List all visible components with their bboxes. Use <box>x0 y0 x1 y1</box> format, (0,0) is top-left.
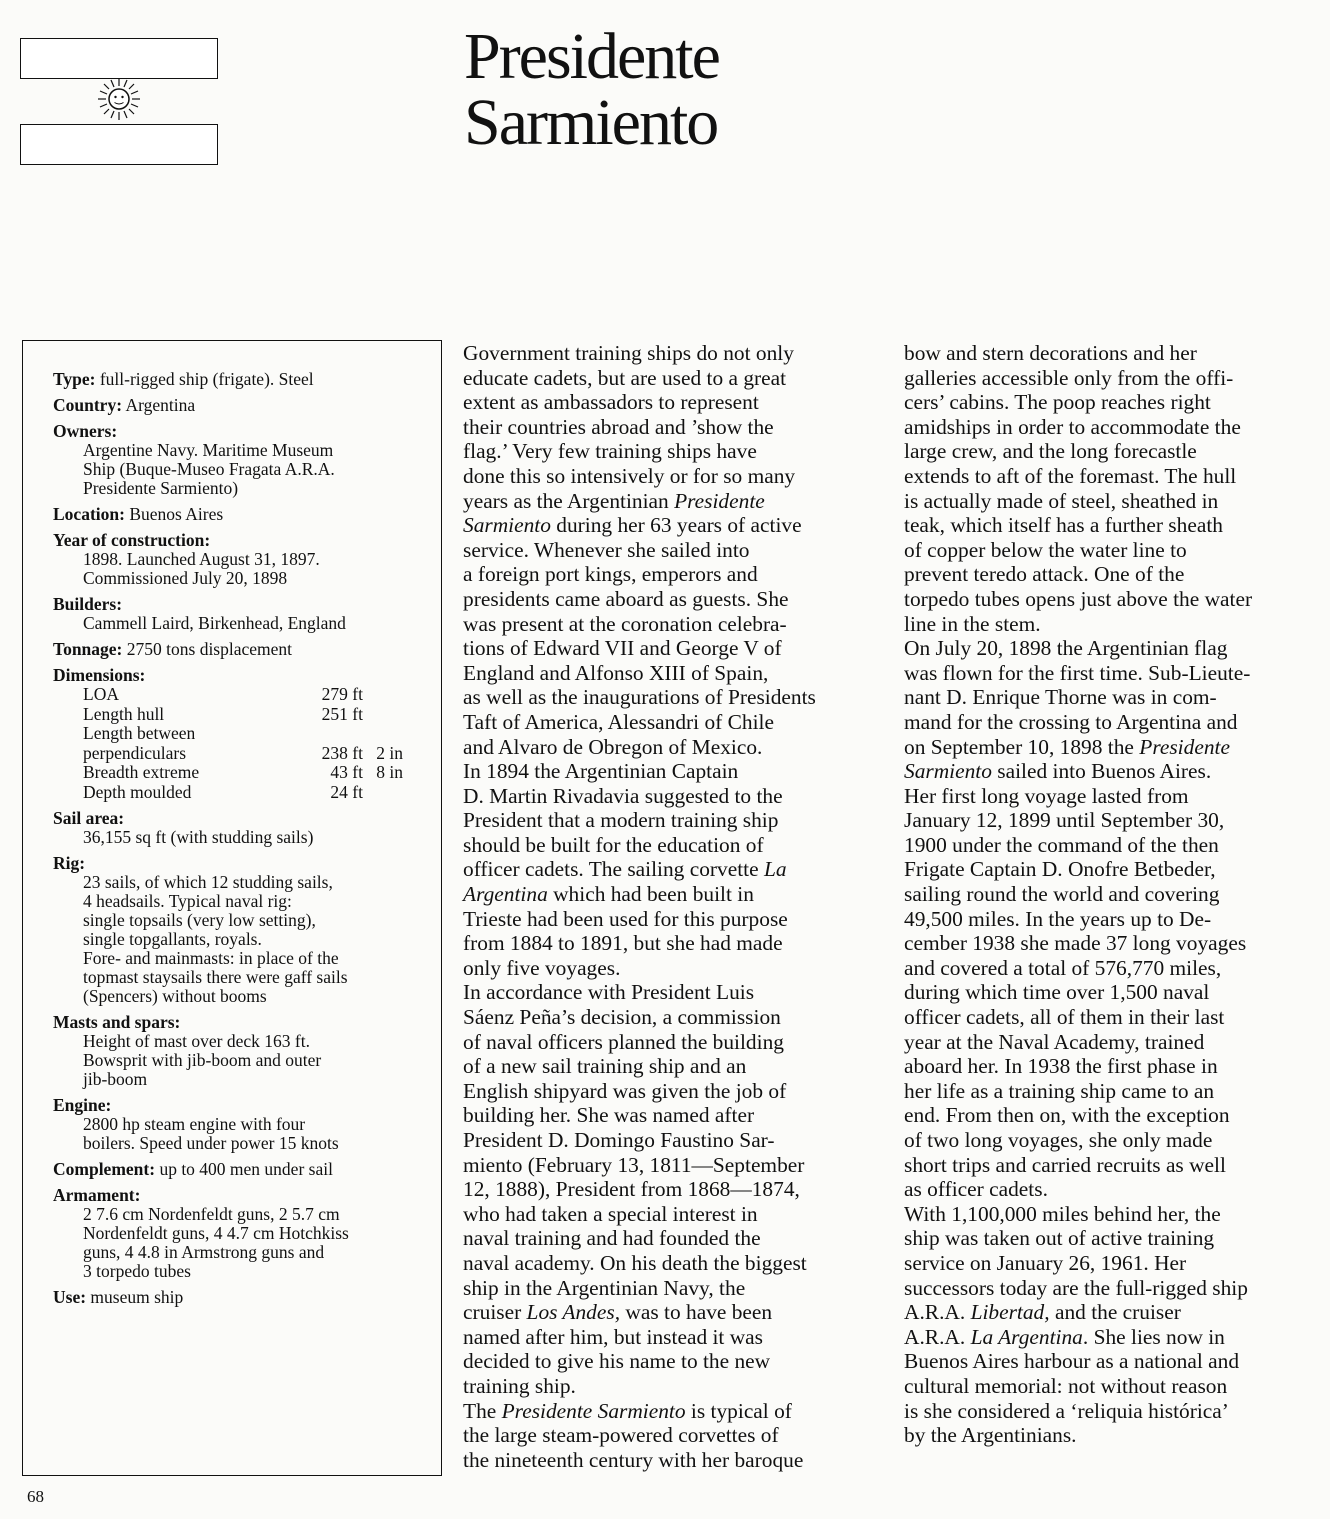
body-column-1 <box>463 341 883 1472</box>
body-line: Frigate Captain D. Onofre Betbeder, <box>904 857 1216 882</box>
spec-rig-line: 23 sails, of which 12 studding sails, <box>83 872 333 892</box>
spec-type <box>53 370 431 389</box>
spec-masts-line: Bowsprit with jib-boom and outer <box>83 1050 322 1070</box>
flag-top-band <box>20 38 218 79</box>
spec-rig-line: 4 headsails. Typical naval rig: <box>83 891 292 911</box>
body-line: their countries abroad and ’show the <box>463 414 774 439</box>
body-line: extends to aft of the foremast. The hull <box>904 463 1237 488</box>
body-line: end. From then on, with the exception <box>904 1103 1230 1128</box>
body-line: naval training and had founded the <box>463 1226 761 1251</box>
dimension-in <box>363 724 403 744</box>
body-line: was present at the coronation celebra- <box>463 611 787 636</box>
body-line: cember 1938 she made 37 long voyages <box>904 931 1247 956</box>
body-line: line in the stem. <box>904 611 1041 636</box>
spec-rig <box>53 854 431 1006</box>
spec-sail-area <box>53 809 431 847</box>
spec-engine-line: boilers. Speed under power 15 knots <box>83 1133 339 1153</box>
spec-dimensions <box>53 666 431 802</box>
spec-owners <box>53 422 431 498</box>
ship-name: Los Andes, <box>526 1300 621 1325</box>
spec-rig-label: Rig: <box>53 853 86 873</box>
page-title <box>464 20 719 159</box>
body-line: presidents came aboard as guests. She <box>463 586 789 611</box>
body-line: bow and stern decorations and her <box>904 341 1197 365</box>
dimension-name: Length hull <box>83 703 165 724</box>
body-line: the nineteenth century with her baroque <box>463 1447 804 1472</box>
body-line: and covered a total of 576,770 miles, <box>904 955 1222 980</box>
body-line: Government training ships do not only <box>463 341 794 365</box>
body-line: decided to give his name to the new <box>463 1349 771 1374</box>
spec-location-label: Location: <box>53 504 125 524</box>
spec-armament-line: 3 torpedo tubes <box>83 1261 191 1281</box>
body-line: short trips and carried recruits as well <box>904 1152 1226 1177</box>
spec-dimensions-label: Dimensions: <box>53 665 146 685</box>
dimension-name: Depth moulded <box>83 781 192 802</box>
body-line: With 1,100,000 miles behind her, the <box>904 1201 1221 1226</box>
body-line: who had taken a special interest in <box>463 1201 758 1226</box>
body-line: as well as the inaugurations of Presidents <box>463 685 816 710</box>
dimensions-row <box>83 724 403 744</box>
spec-complement-label: Complement: <box>53 1159 156 1179</box>
ship-name: Libertad, <box>970 1300 1050 1325</box>
body-line: officer cadets. The sailing corvette La <box>463 857 787 882</box>
ship-name: Presidente <box>1139 734 1230 759</box>
spec-masts <box>53 1013 431 1089</box>
body-line: the large steam-powered corvettes of <box>463 1423 779 1448</box>
body-line: In 1894 the Argentinian Captain <box>463 759 739 784</box>
body-line: done this so intensively or for so many <box>463 463 796 488</box>
spec-year-label: Year of construction: <box>53 530 211 550</box>
body-line: teak, which itself has a further sheath <box>904 513 1223 538</box>
title-line-1: Presidente <box>464 20 719 93</box>
flag-bottom-band <box>20 124 218 165</box>
body-line: extent as ambassadors to represent <box>463 390 759 415</box>
body-line: years as the Argentinian Presidente <box>463 488 765 513</box>
spec-armament-label: Armament: <box>53 1185 141 1205</box>
body-line: as officer cadets. <box>904 1177 1048 1202</box>
body-line: is actually made of steel, sheathed in <box>904 488 1219 513</box>
ship-name: Sarmiento <box>904 759 992 784</box>
body-line: educate cadets, but are used to a great <box>463 365 787 390</box>
ship-name: Presidente <box>674 488 765 513</box>
spec-masts-line: jib-boom <box>83 1069 148 1089</box>
dimension-ft: 251 ft <box>321 703 363 724</box>
spec-armament <box>53 1186 431 1281</box>
body-line: training ship. <box>463 1373 576 1398</box>
body-line: 49,500 miles. In the years up to De- <box>904 906 1212 931</box>
body-line: by the Argentinians. <box>904 1423 1077 1448</box>
spec-rig-line: topmast staysails there were gaff sails <box>83 967 348 987</box>
ship-name: Sarmiento <box>463 513 551 538</box>
spec-year-line: 1898. Launched August 31, 1897. <box>83 549 320 569</box>
body-line: Argentina which had been built in <box>463 882 754 907</box>
dimensions-row <box>83 783 403 803</box>
body-line: January 12, 1899 until September 30, <box>904 808 1225 833</box>
body-line: D. Martin Rivadavia suggested to the <box>463 783 783 808</box>
body-line: A.R.A. Libertad, and the cruiser <box>904 1300 1181 1325</box>
spec-builders-line: Cammell Laird, Birkenhead, England <box>83 613 346 633</box>
spec-type-label: Type: <box>53 369 96 389</box>
body-line: miento (February 13, 1811—September <box>463 1152 805 1177</box>
body-line: was flown for the first time. Sub-Lieute- <box>904 660 1251 685</box>
spec-owners-line: Presidente Sarmiento) <box>83 478 239 498</box>
spec-engine-line: 2800 hp steam engine with four <box>83 1114 306 1134</box>
dimension-in: 8 in <box>376 762 403 782</box>
dimension-in: 2 in <box>376 742 403 763</box>
body-line: naval academy. On his death the biggest <box>463 1250 807 1275</box>
spec-rig-line: single topsails (very low setting), <box>83 910 316 930</box>
body-line: tions of Edward VII and George V of <box>463 636 782 661</box>
body-line: year at the Naval Academy, trained <box>904 1029 1205 1054</box>
dimensions-table <box>83 685 403 802</box>
dimension-name: Breadth extreme <box>83 762 200 782</box>
body-line: of a new sail training ship and an <box>463 1054 747 1079</box>
body-line: Buenos Aires harbour as a national and <box>904 1349 1240 1374</box>
body-line: building her. She was named after <box>463 1103 755 1128</box>
spec-country <box>53 396 431 415</box>
body-line: 1900 under the command of the then <box>904 832 1219 857</box>
body-line: English shipyard was given the job of <box>463 1078 787 1103</box>
spec-masts-label: Masts and spars: <box>53 1012 181 1032</box>
ship-name: Argentina <box>463 882 548 907</box>
dimension-ft <box>313 724 363 744</box>
body-line: named after him, but instead it was <box>463 1324 763 1349</box>
body-line: during which time over 1,500 naval <box>904 980 1210 1005</box>
body-line: Sáenz Peña’s decision, a commission <box>463 1005 781 1030</box>
title-line-2: Sarmiento <box>464 86 718 159</box>
spec-armament-line: 2 7.6 cm Nordenfeldt guns, 2 5.7 cm <box>83 1204 340 1224</box>
body-line: service on January 26, 1961. Her <box>904 1250 1187 1275</box>
dimensions-row <box>83 744 403 764</box>
dimensions-row <box>83 685 403 705</box>
spec-complement-value: up to 400 men under sail <box>159 1159 333 1179</box>
body-column-2 <box>904 341 1324 1448</box>
spec-owners-line: Ship (Buque-Museo Fragata A.R.A. <box>83 459 335 479</box>
body-line: Taft of America, Alessandri of Chile <box>463 709 774 734</box>
spec-year <box>53 531 431 588</box>
spec-masts-line: Height of mast over deck 163 ft. <box>83 1031 310 1051</box>
spec-use-label: Use: <box>53 1287 87 1307</box>
spec-location <box>53 505 431 524</box>
spec-armament-line: guns, 4 4.8 in Armstrong guns and <box>83 1242 325 1262</box>
ship-name: Presidente Sarmiento <box>501 1398 686 1423</box>
spec-tonnage <box>53 640 431 659</box>
body-line: 12, 1888), President from 1868—1874, <box>463 1177 800 1202</box>
body-line: Her first long voyage lasted from <box>904 783 1189 808</box>
body-line: on September 10, 1898 the Presidente <box>904 734 1230 759</box>
body-line: cultural memorial: not without reason <box>904 1373 1228 1398</box>
body-line: Trieste had been used for this purpose <box>463 906 788 931</box>
body-line: In accordance with President Luis <box>463 980 755 1005</box>
body-line: England and Alfonso XIII of Spain, <box>463 660 769 685</box>
dimension-ft: 24 ft <box>330 781 363 802</box>
body-line: mand for the crossing to Argentina and <box>904 709 1238 734</box>
body-line: On July 20, 1898 the Argentinian flag <box>904 636 1228 661</box>
spec-owners-label: Owners: <box>53 421 118 441</box>
body-line: of copper below the water line to <box>904 537 1187 562</box>
body-line: torpedo tubes opens just above the water <box>904 586 1253 611</box>
spec-rig-line: single topgallants, royals. <box>83 929 262 949</box>
body-line: ship was taken out of active training <box>904 1226 1215 1251</box>
spec-type-value: full-rigged ship (frigate). Steel <box>99 369 314 389</box>
body-line: amidships in order to accommodate the <box>904 414 1241 439</box>
body-line: prevent teredo attack. One of the <box>904 562 1185 587</box>
body-line: nant D. Enrique Thorne was in com- <box>904 685 1217 710</box>
body-line: should be built for the education of <box>463 832 764 857</box>
body-line: service. Whenever she sailed into <box>463 537 750 562</box>
body-line: aboard her. In 1938 the first phase in <box>904 1054 1218 1079</box>
spec-use-value: museum ship <box>90 1287 184 1307</box>
body-line: and Alvaro de Obregon of Mexico. <box>463 734 763 759</box>
spec-rig-line: Fore- and mainmasts: in place of the <box>83 948 339 968</box>
spec-country-value: Argentina <box>125 395 196 415</box>
spec-builders-label: Builders: <box>53 594 123 614</box>
body-line: a foreign port kings, emperors and <box>463 562 758 587</box>
body-line: from 1884 to 1891, but she had made <box>463 931 783 956</box>
body-line: Sarmiento sailed into Buenos Aires. <box>904 759 1212 784</box>
body-line: President that a modern training ship <box>463 808 779 833</box>
body-line: of two long voyages, she only made <box>904 1128 1213 1152</box>
ship-name: La Argentina <box>970 1324 1083 1349</box>
dimension-ft: 238 ft <box>321 742 363 763</box>
spec-rig-line: (Spencers) without booms <box>83 986 267 1006</box>
spec-tonnage-value: 2750 tons displacement <box>126 639 293 659</box>
body-line: galleries accessible only from the offi- <box>904 365 1234 390</box>
spec-complement <box>53 1160 431 1179</box>
body-line: The Presidente Sarmiento is typical of <box>463 1398 792 1423</box>
body-line: only five voyages. <box>463 955 621 980</box>
spec-box <box>22 340 442 1476</box>
dimension-ft: 43 ft <box>330 762 363 782</box>
dimension-in <box>363 685 403 705</box>
spec-year-line: Commissioned July 20, 1898 <box>83 568 288 588</box>
body-line: successors today are the full-rigged ship <box>904 1275 1248 1300</box>
ship-name: La <box>763 857 787 882</box>
dimension-name: Length between <box>83 723 196 743</box>
spec-engine <box>53 1096 431 1153</box>
body-line: flag.’ Very few training ships have <box>463 439 757 464</box>
body-line: Sarmiento during her 63 years of active <box>463 513 802 538</box>
spec-country-label: Country: <box>53 395 123 415</box>
sun-of-may-icon <box>96 76 142 122</box>
dimension-ft: 279 ft <box>321 684 363 704</box>
spec-builders <box>53 595 431 633</box>
spec-armament-line: Nordenfeldt guns, 4 4.7 cm Hotchkiss <box>83 1223 349 1243</box>
spec-location-value: Buenos Aires <box>129 504 224 524</box>
dimension-name: LOA <box>83 684 119 704</box>
spec-use <box>53 1288 431 1307</box>
spec-sail-area-label: Sail area: <box>53 808 125 828</box>
body-line: cruiser Los Andes, was to have been <box>463 1300 773 1325</box>
dimensions-row <box>83 763 403 783</box>
body-line: her life as a training ship came to an <box>904 1078 1215 1103</box>
spec-tonnage-label: Tonnage: <box>53 639 123 659</box>
dimension-in <box>363 783 403 803</box>
body-line: ship in the Argentinian Navy, the <box>463 1275 746 1300</box>
spec-owners-line: Argentine Navy. Maritime Museum <box>83 440 334 460</box>
dimensions-row <box>83 705 403 725</box>
body-line: officer cadets, all of them in their last <box>904 1005 1225 1030</box>
dimension-name: perpendiculars <box>83 742 187 763</box>
dimension-in <box>363 705 403 725</box>
body-line: President D. Domingo Faustino Sar- <box>463 1128 775 1152</box>
body-line: sailing round the world and covering <box>904 882 1220 907</box>
body-line: cers’ cabins. The poop reaches right <box>904 390 1211 415</box>
spec-engine-label: Engine: <box>53 1095 112 1115</box>
spec-sail-area-line: 36,155 sq ft (with studding sails) <box>83 827 314 847</box>
body-line: A.R.A. La Argentina. She lies now in <box>904 1324 1225 1349</box>
body-line: large crew, and the long forecastle <box>904 439 1197 464</box>
body-line: is she considered a ‘reliquia histórica’ <box>904 1398 1229 1423</box>
body-line: of naval officers planned the building <box>463 1029 784 1054</box>
page-number: 68 <box>27 1487 44 1506</box>
